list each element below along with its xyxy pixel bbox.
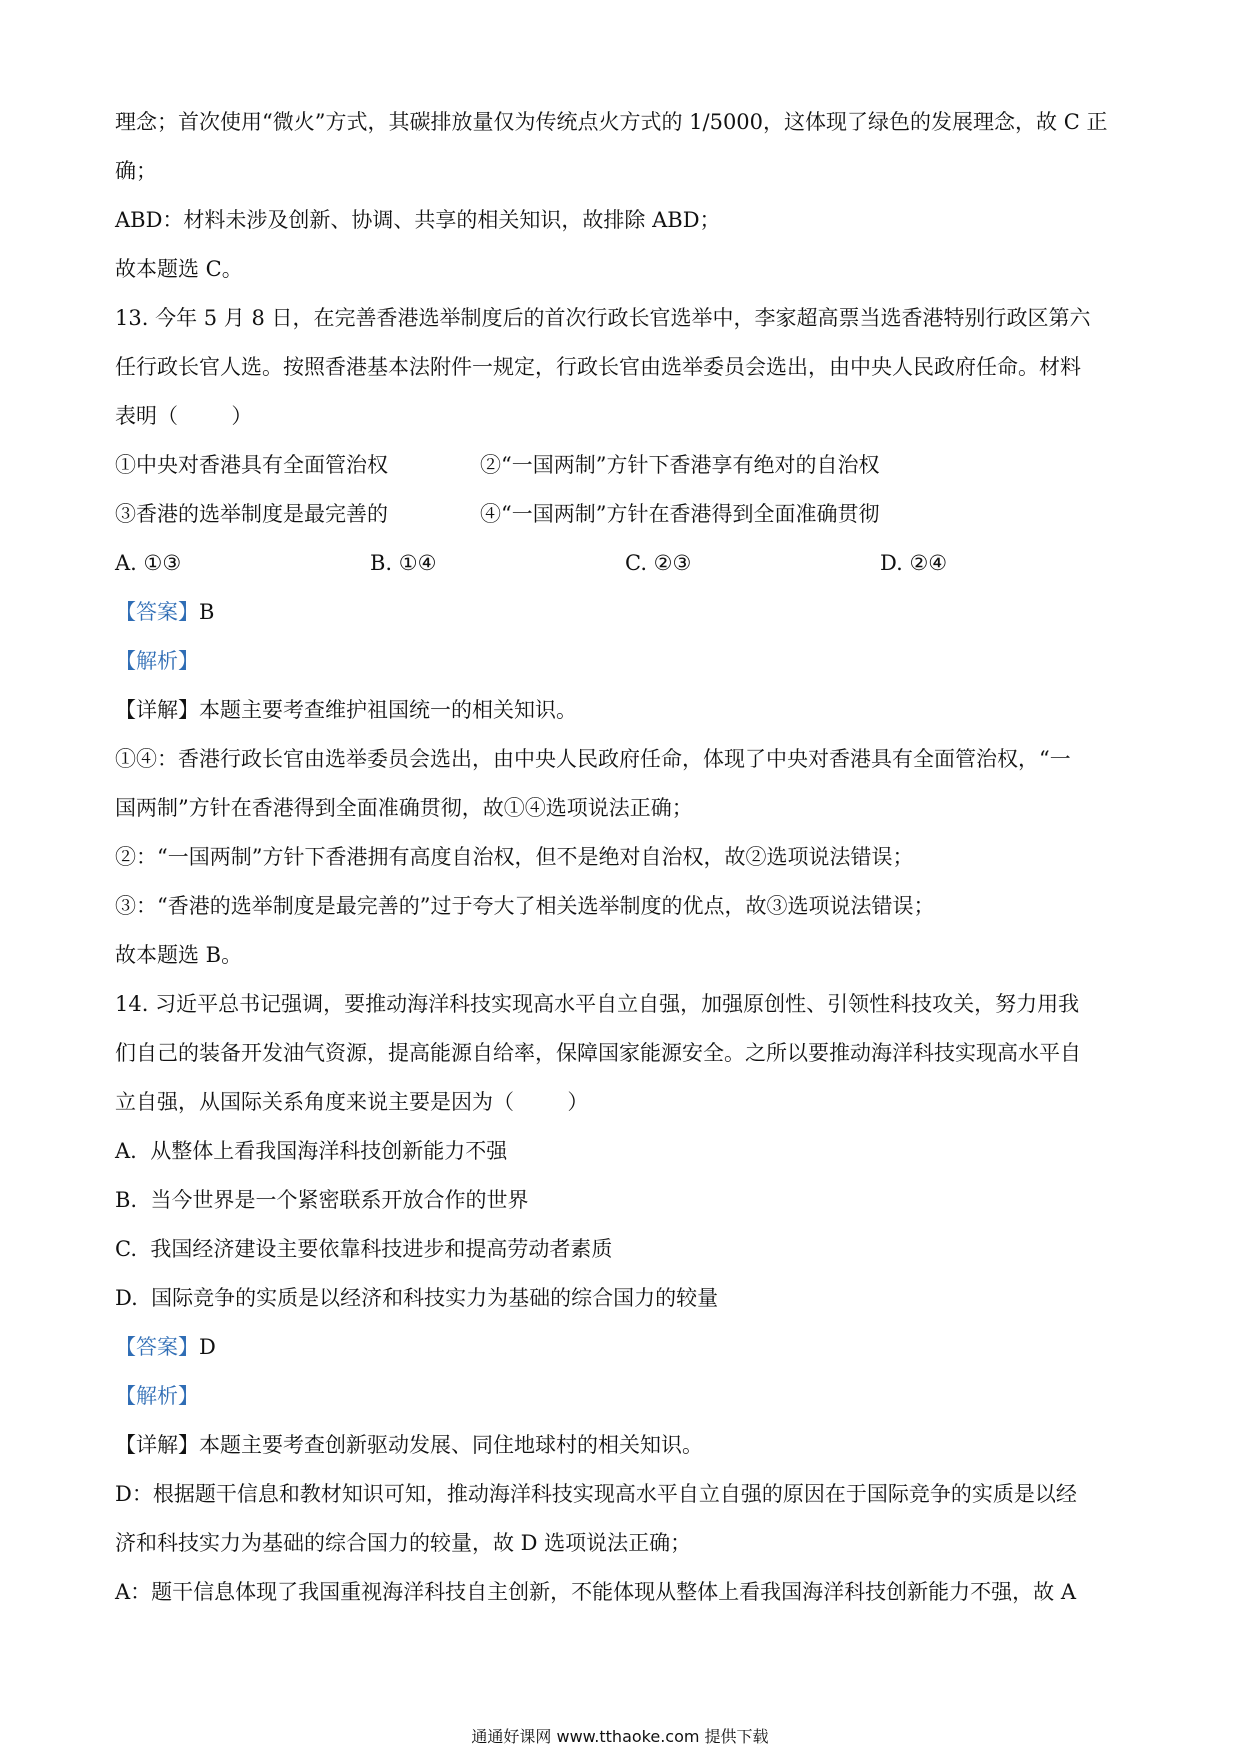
question-stem-line: 14. 习近平总书记强调，要推动海洋科技实现高水平自立自强，加强原创性、引领性科技攻关，努力用我 — [115, 992, 1080, 1016]
answer-line — [115, 588, 1125, 637]
detail-line — [115, 1421, 1125, 1470]
detail-text: 本题主要考查维护祖国统一的相关知识。 — [199, 698, 577, 722]
explanation-line: 济和科技实力为基础的综合国力的较量，故 D 选项说法正确； — [115, 1531, 692, 1555]
explanation-line: ①④：香港行政长官由选举委员会选出，由中央人民政府任命，体现了中央对香港具有全面管治权，“一 — [115, 747, 1071, 771]
answer-line — [115, 1323, 1125, 1372]
option-c: C. ②③ — [625, 551, 692, 575]
question-13 — [115, 294, 1125, 980]
answer-value: D — [199, 1335, 216, 1359]
option-c: C. 我国经济建设主要依靠科技进步和提高劳动者素质 — [115, 1237, 613, 1261]
answer-tag: 【答案】 — [115, 600, 199, 624]
statement-row — [115, 490, 1125, 539]
question-14 — [115, 980, 1125, 1617]
option-d: D. 国际竞争的实质是以经济和科技实力为基础的综合国力的较量 — [115, 1286, 719, 1310]
text-line: 确； — [115, 159, 157, 183]
explanation-line: A：题干信息体现了我国重视海洋科技自主创新，不能体现从整体上看我国海洋科技创新能力不强，故 A — [115, 1580, 1077, 1604]
page-content — [115, 98, 1125, 1617]
page-footer: 通通好课网 www.tthaoke.com 提供下载 — [471, 1727, 769, 1746]
question-stem-line: 立自强，从国际关系角度来说主要是因为（ ） — [115, 1090, 589, 1114]
choice-options — [115, 539, 1125, 588]
answer-tag: 【答案】 — [115, 1335, 199, 1359]
option-d: D. ②④ — [880, 551, 948, 575]
explanation-line: ②：“一国两制”方针下香港拥有高度自治权，但不是绝对自治权，故②选项说法错误； — [115, 845, 914, 869]
explanation-line: 国两制”方针在香港得到全面准确贯彻，故①④选项说法正确； — [115, 796, 693, 820]
analysis-tag: 【解析】 — [115, 649, 199, 673]
answer-value: B — [199, 600, 215, 624]
analysis-line — [115, 637, 1125, 686]
text-line: ABD：材料未涉及创新、协调、共享的相关知识，故排除 ABD； — [115, 208, 721, 232]
option-b: B. 当今世界是一个紧密联系开放合作的世界 — [115, 1188, 529, 1212]
explanation-line: ③：“香港的选举制度是最完善的”过于夸大了相关选举制度的优点，故③选项说法错误； — [115, 894, 935, 918]
detail-tag: 【详解】 — [115, 1433, 199, 1457]
option-a: A. 从整体上看我国海洋科技创新能力不强 — [115, 1139, 508, 1163]
question-stem-line: 13. 今年 5 月 8 日，在完善香港选举制度后的首次行政长官选举中，李家超高票当选香港特别行政区第六 — [115, 306, 1091, 330]
detail-line — [115, 686, 1125, 735]
detail-tag: 【详解】 — [115, 698, 199, 722]
explanation-line: 故本题选 B。 — [115, 943, 243, 967]
analysis-tag: 【解析】 — [115, 1384, 199, 1408]
question-stem-line: 表明（ ） — [115, 404, 253, 428]
detail-text: 本题主要考查创新驱动发展、同住地球村的相关知识。 — [199, 1433, 703, 1457]
statement-4: ④“一国两制”方针在香港得到全面准确贯彻 — [480, 502, 880, 526]
option-a: A. ①③ — [115, 551, 182, 575]
statement-2: ②“一国两制”方针下香港享有绝对的自治权 — [480, 453, 880, 477]
question-stem-line: 任行政长官人选。按照香港基本法附件一规定，行政长官由选举委员会选出，由中央人民政府任命。材料 — [115, 355, 1081, 379]
statement-1: ①中央对香港具有全面管治权 — [115, 453, 388, 477]
option-b: B. ①④ — [370, 551, 437, 575]
text-line: 故本题选 C。 — [115, 257, 243, 281]
text-line: 理念；首次使用“微火”方式，其碳排放量仅为传统点火方式的 1/5000，这体现了绿色的发展理念，故 C 正 — [115, 110, 1108, 134]
question-stem-line: 们自己的装备开发油气资源，提高能源自给率，保障国家能源安全。之所以要推动海洋科技实现高水平自 — [115, 1041, 1081, 1065]
analysis-line — [115, 1372, 1125, 1421]
statement-3: ③香港的选举制度是最完善的 — [115, 502, 388, 526]
statement-row — [115, 441, 1125, 490]
explanation-line: D：根据题干信息和教材知识可知，推动海洋科技实现高水平自立自强的原因在于国际竞争的实质是以经 — [115, 1482, 1077, 1506]
